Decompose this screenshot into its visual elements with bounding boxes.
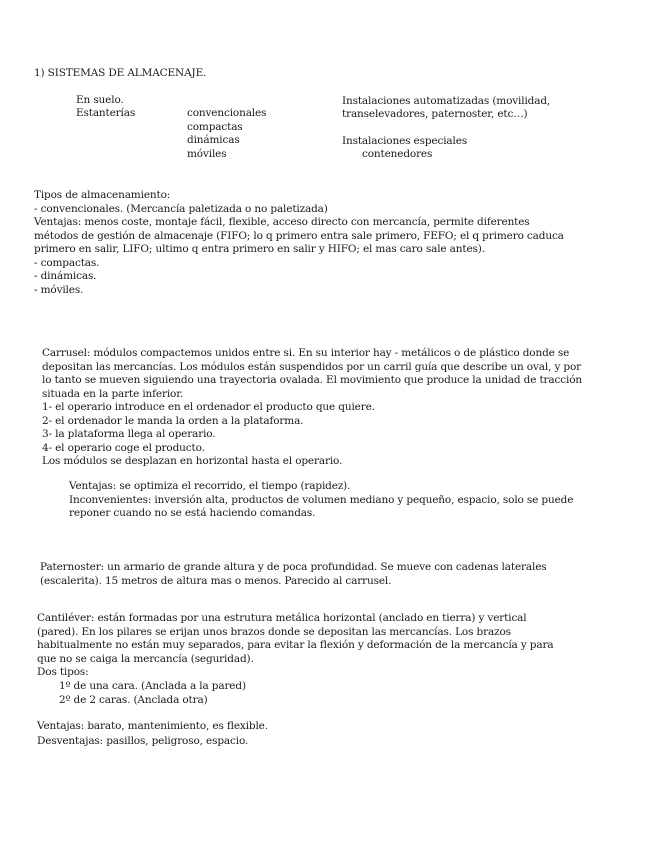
cantilever-types bbox=[59, 680, 246, 707]
en-suelo-label: En suelo. bbox=[76, 94, 124, 106]
text-line: lo tanto se mueven siguiendo una trayectoria ovalada. El movimiento que produce la unidad de tracción bbox=[42, 374, 582, 386]
text-line: - móviles. bbox=[34, 283, 84, 296]
text-line: primero en salir, LIFO; ultimo q entra primero en salir y HIFO; el mas caro sale antes). bbox=[34, 243, 485, 255]
text-line: - convencionales. (Mercancía paletizada o no paletizada) bbox=[34, 202, 328, 215]
text-line: Los módulos se desplazan en horizontal hasta el operario. bbox=[42, 455, 343, 467]
text-line: - compactas. bbox=[34, 256, 100, 269]
text-line: 1º de una cara. (Anclada a la pared) bbox=[59, 680, 246, 692]
automated-installations bbox=[342, 95, 550, 121]
text-line: 4- el operario coge el producto. bbox=[42, 441, 205, 454]
estanterias-label: Estanterías bbox=[76, 107, 136, 119]
text-line: reponer cuando no se está haciendo comandas. bbox=[69, 507, 316, 519]
text-line: Ventajas: menos coste, montaje fácil, flexible, acceso directo con mercancía, permite diferentes bbox=[34, 216, 530, 228]
text-line: que no se caiga la mercancía (seguridad). bbox=[37, 652, 254, 665]
text-line: - dinámicas. bbox=[34, 270, 97, 282]
text-line: 2- el ordenador le manda la orden a la plataforma. bbox=[42, 414, 304, 427]
text-line: métodos de gestión de almacenaje (FIFO; lo q primero entra sale primero, FEFO; el q primero caduca bbox=[34, 229, 564, 242]
text-line: Dos tipos: bbox=[37, 666, 89, 678]
text-line: situada en la parte inferior. bbox=[42, 387, 184, 400]
text-line: depositan las mercancías. Los módulos están suspendidos por un carril guía que describe un oval, y por bbox=[42, 360, 582, 373]
cantilever-ventajas: Ventajas: barato, mantenimiento, es flexible. bbox=[37, 720, 268, 732]
text-line: (escalerita). 15 metros de altura mas o menos. Parecido al carrusel. bbox=[40, 574, 392, 587]
text-line: Inconvenientes: inversión alta, productos de volumen mediano y pequeño, espacio, solo se puede bbox=[69, 493, 574, 506]
containers-label: contenedores bbox=[362, 148, 433, 160]
text-line: 3- la plataforma llega al operario. bbox=[42, 428, 216, 440]
text-line: habitualmente no están muy separados, para evitar la flexión y deformación de la mercancía y para bbox=[37, 639, 554, 651]
estanteria-type: dinámicas bbox=[187, 134, 240, 146]
text-line: Ventajas: se optimiza el recorrido, el tiempo (rapidez). bbox=[69, 480, 351, 492]
estanteria-type: compactas bbox=[187, 120, 243, 133]
cantilever-desventajas: Desventajas: pasillos, peligroso, espacio. bbox=[37, 735, 249, 747]
text-line: 2º de 2 caras. (Anclada otra) bbox=[59, 693, 208, 706]
automated-line: transelevadores, paternoster, etc…) bbox=[342, 108, 528, 120]
text-line: (pared). En los pilares se erijan unos brazos donde se depositan las mercancías. Los brazos bbox=[37, 625, 511, 638]
text-line: Paternoster: un armario de grande altura y de poca profundidad. Se mueve con cadenas laterales bbox=[40, 561, 547, 573]
page-title: 1) SISTEMAS DE ALMACENAJE. bbox=[34, 67, 207, 79]
carrusel-pros-cons bbox=[69, 480, 573, 521]
automated-line: Instalaciones automatizadas (movilidad, bbox=[342, 95, 551, 107]
paternoster-section bbox=[40, 561, 547, 588]
estanterias-types-list bbox=[187, 107, 266, 161]
text-line: Cantiléver: están formadas por una estrutura metálica horizontal (anclado en tierra) y vertical bbox=[37, 612, 527, 624]
text-line: Carrusel: módulos compactemos unidos entre si. En su interior hay - metálicos o de plástico donde se bbox=[42, 347, 570, 359]
estanteria-type: móviles bbox=[187, 147, 227, 160]
carrusel-section bbox=[42, 347, 582, 469]
storage-types-section bbox=[34, 189, 564, 297]
section-heading: Tipos de almacenamiento: bbox=[34, 189, 171, 201]
text-line: 1- el operario introduce en el ordenador el producto que quiere. bbox=[42, 401, 375, 413]
estanteria-type: convencionales bbox=[187, 107, 267, 119]
cantilever-section bbox=[37, 612, 553, 680]
special-installations: Instalaciones especiales bbox=[342, 135, 468, 147]
